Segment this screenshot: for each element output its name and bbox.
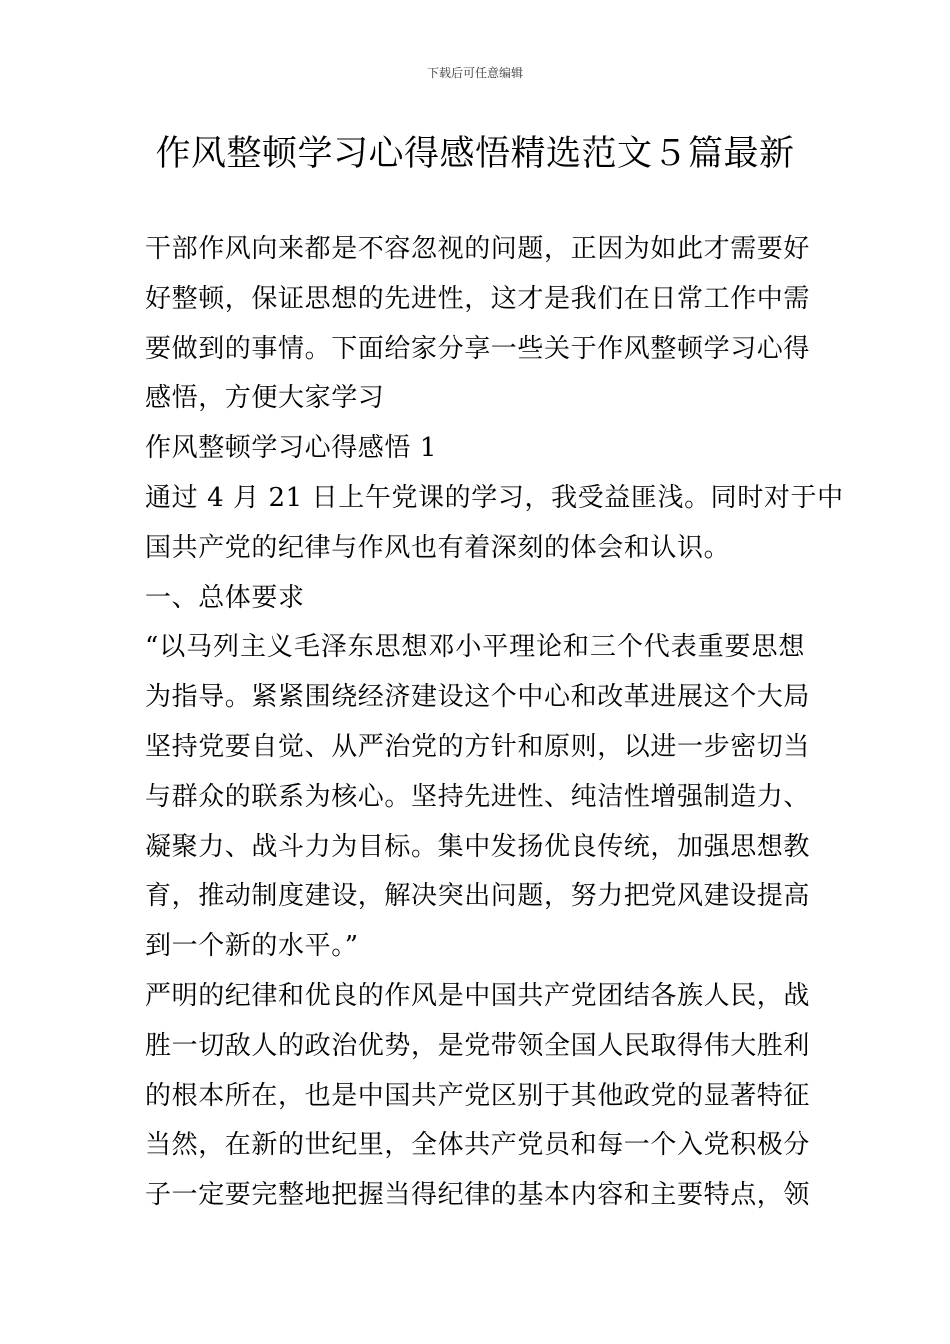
paragraph-discipline [145,972,811,1221]
text-line: 严明的纪律和优良的作风是中国共产党团结各族人民，战 [145,980,811,1011]
text-line: 作风整顿学习心得感悟 1 [145,433,438,464]
text-line: 要做到的事情。下面给家分享一些关于作风整顿学习心得 [145,333,811,364]
paragraph-lesson [145,474,844,574]
text-line: 干部作风向来都是不容忽视的问题，正因为如此才需要好 [145,234,811,264]
text-line: “以马列主义毛泽东思想邓小平理论和三个代表重要思想 [145,632,805,663]
text-line: 通过 4 月 21 日上午党课的学习，我受益匪浅。同时对于中 [145,482,844,513]
text-line: 当然，在新的世纪里，全体共产党员和每一个入党积极分 [145,1130,811,1161]
text-line: 一、总体要求 [145,582,305,613]
header-note: 下载后可任意编辑 [426,66,523,80]
text-line: 感悟，方便大家学习 [145,383,385,414]
text-line: 与群众的联系为核心。坚持先进性、纯洁性增强制造力、 [145,781,811,812]
document-body [145,225,844,1221]
document-title: 作风整顿学习心得感悟精选范文５篇最新 [155,134,795,174]
text-line: 凝聚力、战斗力为目标。集中发扬优良传统，加强思想教 [145,831,811,862]
text-line: 到一个新的水平。” [145,931,359,962]
section-heading-1 [145,424,805,474]
text-line: 子一定要完整地把握当得纪律的基本内容和主要特点，领 [145,1180,811,1211]
paragraph-quote [145,623,811,972]
paragraph-intro [145,225,811,424]
text-line: 育，推动制度建设，解决突出问题，努力把党风建设提高 [145,881,811,912]
text-line: 胜一切敌人的政治优势，是党带领全国人民取得伟大胜利 [145,1030,811,1061]
text-line: 坚持党要自觉、从严治党的方针和原则，以进一步密切当 [145,731,811,762]
text-line: 的根本所在，也是中国共产党区别于其他政党的显著特征 [145,1080,811,1111]
text-line: 好整顿，保证思想的先进性，这才是我们在日常工作中需 [145,283,811,314]
text-line: 为指导。紧紧围绕经济建设这个中心和改革进展这个大局 [145,682,811,713]
subheading-general-requirements [145,574,805,624]
text-line: 国共产党的纪律与作风也有着深刻的体会和认识。 [145,532,731,563]
